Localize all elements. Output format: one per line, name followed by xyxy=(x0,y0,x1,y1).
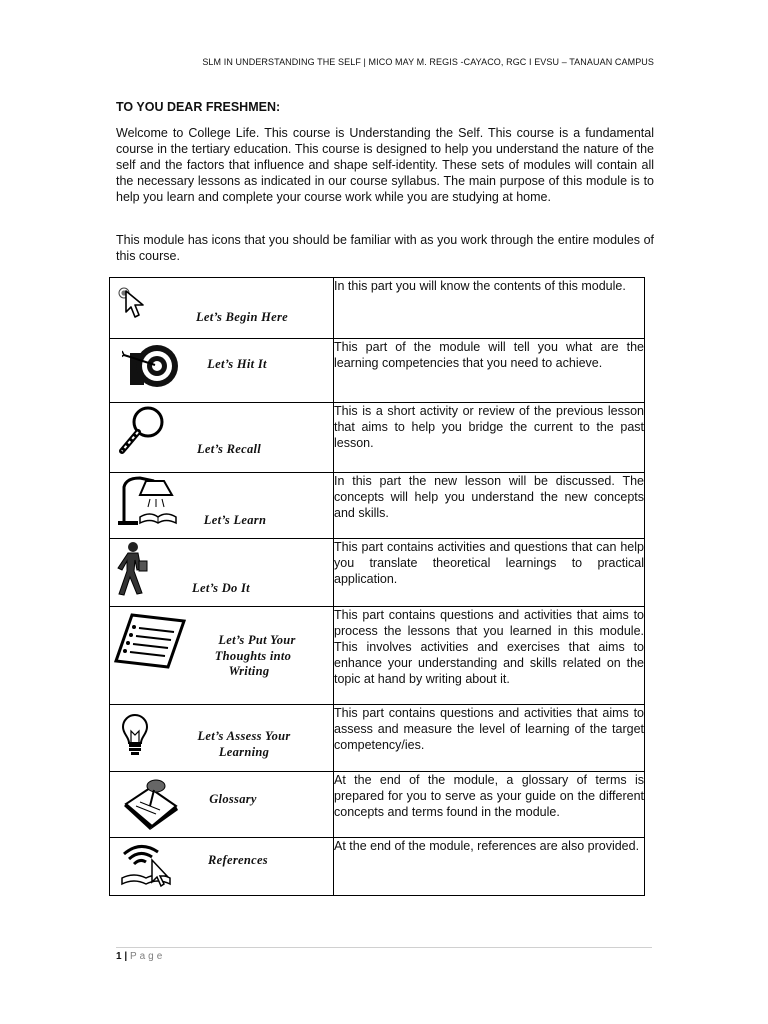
icon-cell xyxy=(110,473,334,539)
running-header: SLM IN UNDERSTANDING THE SELF | MICO MAY M. REGIS -CAYACO, RGC I EVSU – TANAUAN CAMPUS xyxy=(202,57,654,67)
row-description: This is a short activity or review of the previous lesson that aims to help you bridge the current to the past lesson. xyxy=(334,403,645,473)
row-label-line: Writing xyxy=(228,664,270,678)
icon-cell xyxy=(110,772,334,838)
row-label: References xyxy=(208,853,268,867)
icon-cell xyxy=(110,539,334,607)
page-footer xyxy=(116,951,165,962)
table-row xyxy=(110,705,645,772)
icon-cell xyxy=(110,607,334,705)
icons-table xyxy=(109,277,645,896)
row-label: Let’s Learn xyxy=(203,513,267,527)
page-number: 1 xyxy=(116,951,122,962)
row-label-line: Let’s Put Your xyxy=(218,633,296,647)
table-row xyxy=(110,539,645,607)
icon-cell xyxy=(110,705,334,772)
row-description: In this part the new lesson will be discussed. The concepts will help you understand the new concepts and skills. xyxy=(334,473,645,539)
footer-separator: | xyxy=(124,951,128,962)
row-label: Let’s Hit It xyxy=(207,357,267,371)
row-description: At the end of the module, a glossary of terms is prepared for you to serve as your guide on the different concepts and terms found in the module. xyxy=(334,772,645,838)
lightbulb-icon xyxy=(120,713,150,757)
row-label-line: Thoughts into xyxy=(214,649,292,663)
cursor-icon xyxy=(116,284,158,322)
table-row xyxy=(110,339,645,403)
notepad-icon xyxy=(114,613,186,669)
magnifier-icon xyxy=(118,405,168,457)
table-row xyxy=(110,838,645,896)
table-row xyxy=(110,278,645,339)
row-description: In this part you will know the contents of this module. xyxy=(334,278,645,339)
icon-cell xyxy=(110,278,334,339)
wifi-book-cursor-icon xyxy=(118,840,184,890)
lamp-book-icon xyxy=(114,475,180,527)
row-label: Let’s Do It xyxy=(192,581,250,595)
row-description: This part contains questions and activities that aims to assess and measure the level of learning of the target competency/ies. xyxy=(334,705,645,772)
row-label-line: Learning xyxy=(218,745,270,759)
row-description: This part contains questions and activities that aims to process the lessons that you learned in this module. This involves activities and exercises that aims to enhance your understanding and skills related on the topic at hand by writing about it. xyxy=(334,607,645,705)
icon-cell xyxy=(110,339,334,403)
row-label: Let’s Recall xyxy=(196,442,262,456)
intro-paragraph: Welcome to College Life. This course is Understanding the Self. This course is a fundamental course in the tertiary education. This course is designed to help you understand the nature of the self and the factors that influence and shape self-identity. These sets of modules will contain all the necessary lessons as indicated in our course syllabus. The main purpose of this module is to help you learn and complete your course work while you are studying at home. xyxy=(116,126,654,204)
row-description: This part of the module will tell you what are the learning competencies that you need to achieve. xyxy=(334,339,645,403)
row-label: Let’s Begin Here xyxy=(195,310,289,324)
icon-cell xyxy=(110,838,334,896)
table-row xyxy=(110,403,645,473)
row-label: Glossary xyxy=(209,792,257,806)
target-icon xyxy=(122,341,178,391)
icon-cell xyxy=(110,403,334,473)
row-description: This part contains activities and questions that can help you translate theoretical learnings to practical application. xyxy=(334,539,645,607)
row-label-line: Let’s Assess Your xyxy=(197,729,291,743)
page-word: Page xyxy=(129,951,166,962)
icons-intro-paragraph: This module has icons that you should be familiar with as you work through the entire modules of this course. xyxy=(116,233,654,263)
row-description: At the end of the module, references are also provided. xyxy=(334,838,645,896)
table-row xyxy=(110,772,645,838)
page-title: TO YOU DEAR FRESHMEN: xyxy=(116,100,281,114)
pushpin-note-icon xyxy=(120,776,184,832)
table-row xyxy=(110,473,645,539)
walking-person-icon xyxy=(114,541,156,597)
footer-divider xyxy=(116,947,652,948)
table-row xyxy=(110,607,645,705)
